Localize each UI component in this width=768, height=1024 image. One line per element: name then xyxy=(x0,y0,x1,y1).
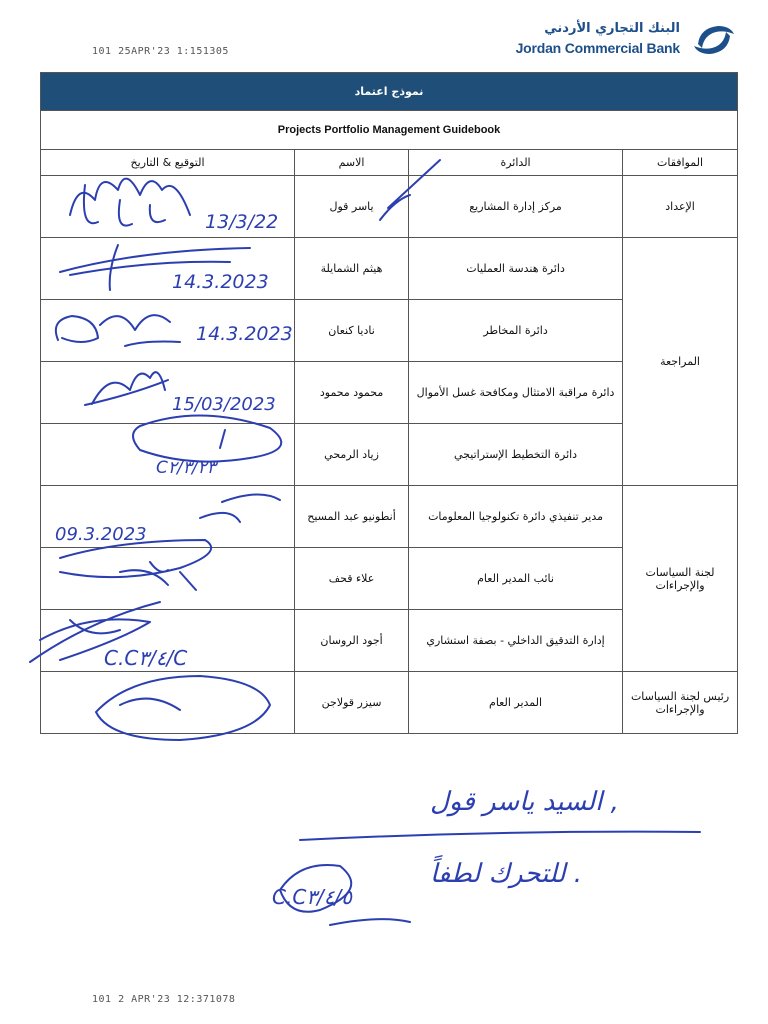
signature-cell xyxy=(41,486,295,548)
form-subtitle: Projects Portfolio Management Guidebook xyxy=(41,111,738,150)
handwritten-date: C٢/٣/٢٣ xyxy=(156,458,216,478)
header-department: الدائرة xyxy=(409,150,623,176)
table-row xyxy=(41,486,738,548)
signature-cell xyxy=(41,548,295,610)
table-row xyxy=(41,238,738,300)
name-cell: علاء قحف xyxy=(295,548,409,610)
signature-cell xyxy=(41,300,295,362)
handwritten-date: 15/03/2023 xyxy=(172,394,276,415)
logo-arabic-text: البنك التجاري الأردني xyxy=(544,21,680,36)
group-label-preparation: الإعداد xyxy=(623,176,738,238)
signature-mark xyxy=(280,832,700,925)
handwritten-date: C.C٣/٤/٥ xyxy=(272,885,352,909)
bank-logo xyxy=(516,20,736,60)
handwritten-date: 14.3.2023 xyxy=(196,323,293,345)
department-cell: دائرة المخاطر xyxy=(409,300,623,362)
department-cell: دائرة هندسة العمليات xyxy=(409,238,623,300)
department-cell: نائب المدير العام xyxy=(409,548,623,610)
name-cell: هيثم الشمايلة xyxy=(295,238,409,300)
name-cell: أجود الروسان xyxy=(295,610,409,672)
handwritten-date: 09.3.2023 xyxy=(55,524,147,545)
header-signature-date: التوقيع & التاريخ xyxy=(41,150,295,176)
name-cell: أنطونيو عبد المسيح xyxy=(295,486,409,548)
bank-emblem-icon xyxy=(692,20,736,60)
form-title: نموذج اعتماد xyxy=(41,73,738,111)
signature-cell xyxy=(41,176,295,238)
department-cell: دائرة التخطيط الإستراتيجي xyxy=(409,424,623,486)
handwritten-date: C.C٣/٤/C xyxy=(104,646,188,670)
signature-cell xyxy=(41,362,295,424)
approval-form-table xyxy=(40,72,738,734)
group-label-review: المراجعة xyxy=(623,238,738,486)
department-cell: المدير العام xyxy=(409,672,623,734)
header-approvals: الموافقات xyxy=(623,150,738,176)
signature-cell xyxy=(41,610,295,672)
receipt-stamp-bottom: 101 2 APR'23 12:371078 xyxy=(92,994,236,1005)
department-cell: دائرة مراقبة الامتثال ومكافحة غسل الأموال xyxy=(409,362,623,424)
handwritten-note: للتحرك لطفاً . xyxy=(430,859,583,889)
table-row xyxy=(41,176,738,238)
name-cell: ناديا كنعان xyxy=(295,300,409,362)
group-label-committee-chair: رئيس لجنة السياسات والإجراءات xyxy=(623,672,738,734)
table-header-row xyxy=(41,150,738,176)
name-cell: زياد الرمحي xyxy=(295,424,409,486)
logo-english-text: Jordan Commercial Bank xyxy=(515,40,680,56)
handwritten-note: السيد ياسر قول , xyxy=(430,787,619,817)
receipt-stamp-top: 101 25APR'23 1:151305 xyxy=(92,46,229,57)
signature-cell xyxy=(41,238,295,300)
signature-cell xyxy=(41,424,295,486)
department-cell: إدارة التدقيق الداخلي - بصفة استشاري xyxy=(409,610,623,672)
signature-cell xyxy=(41,672,295,734)
header-name: الاسم xyxy=(295,150,409,176)
name-cell: ياسر قول xyxy=(295,176,409,238)
handwritten-date: 13/3/22 xyxy=(205,211,279,233)
group-label-policies-committee: لجنة السياسات والإجراءات xyxy=(623,486,738,672)
department-cell: مدير تنفيذي دائرة تكنولوجيا المعلومات xyxy=(409,486,623,548)
table-row xyxy=(41,672,738,734)
name-cell: سيزر قولاجن xyxy=(295,672,409,734)
name-cell: محمود محمود xyxy=(295,362,409,424)
department-cell: مركز إدارة المشاريع xyxy=(409,176,623,238)
handwritten-date: 14.3.2023 xyxy=(172,271,269,293)
